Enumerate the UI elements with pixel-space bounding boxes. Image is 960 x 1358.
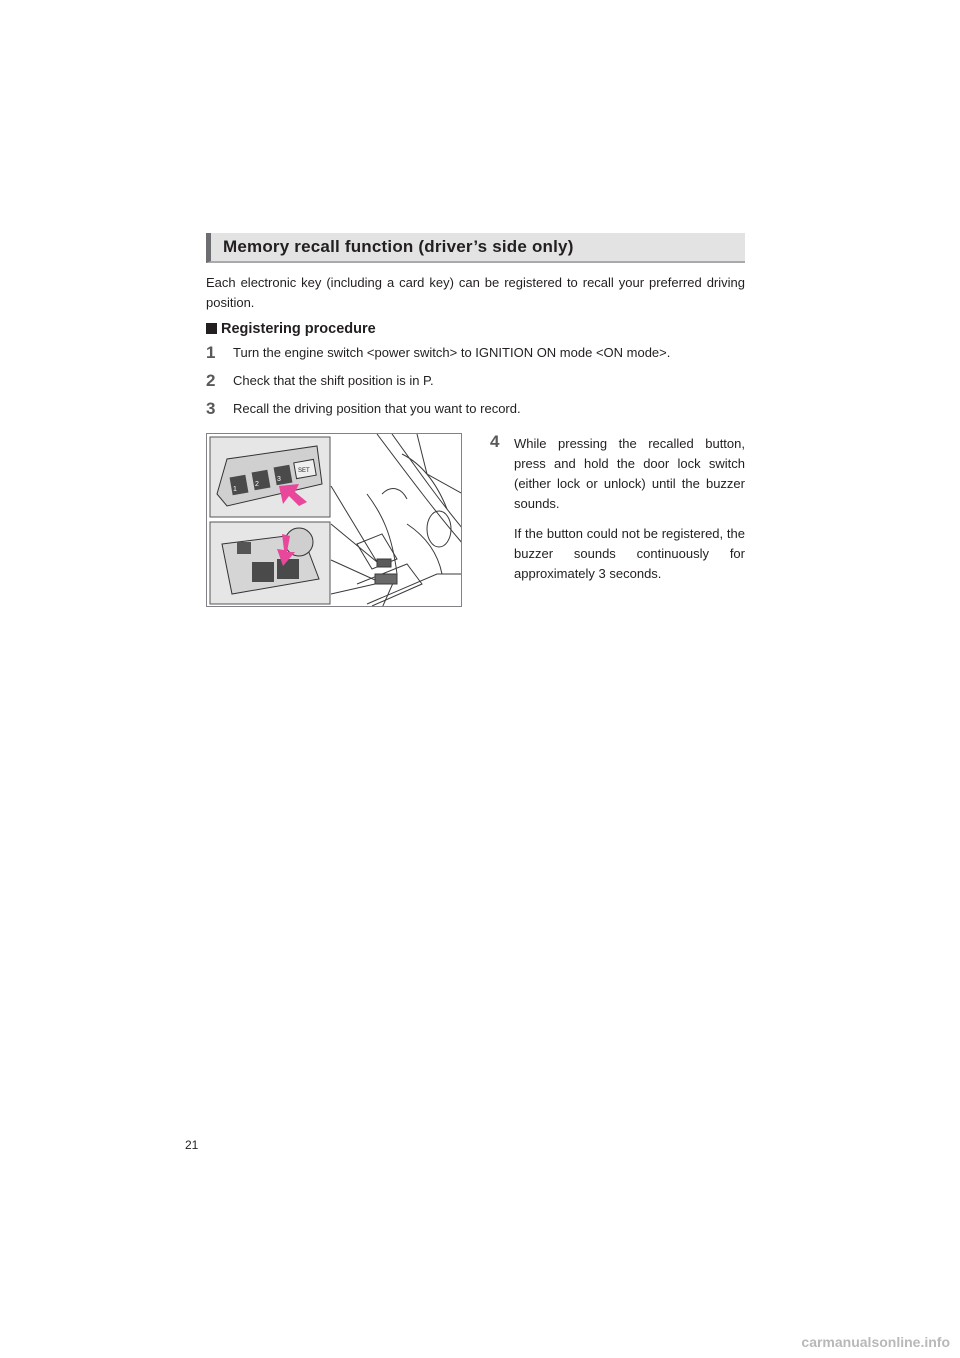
door-switch-illustration	[206, 433, 462, 607]
section-title: Memory recall function (driver’s side only)	[223, 237, 574, 256]
interior-sketch	[357, 434, 462, 607]
step-2	[206, 371, 434, 391]
intro-paragraph: Each electronic key (including a card key) can be registered to recall your preferred driving position.	[206, 275, 745, 310]
step-number: 3	[206, 399, 216, 418]
procedure-heading-label: Registering procedure	[221, 321, 376, 337]
door-lock-inset	[210, 522, 330, 604]
step-text: Check that the shift position is in P.	[233, 373, 434, 388]
step-number: 4	[490, 432, 500, 451]
procedure-heading	[206, 321, 376, 337]
step-text: Recall the driving position that you want to record.	[233, 401, 521, 416]
watermark: carmanualsonline.info	[801, 1334, 950, 1350]
step-1	[206, 343, 670, 363]
door-panel-drawing	[207, 434, 462, 607]
section-header	[206, 233, 745, 263]
memory-buttons-inset	[210, 437, 330, 517]
leader-lines	[331, 486, 377, 594]
step-note: If the button could not be registered, the buzzer sounds continuously for approximately 3 seconds.	[514, 526, 745, 581]
svg-text:2: 2	[255, 481, 259, 488]
step-number: 2	[206, 371, 216, 390]
page-number: 21	[185, 1138, 199, 1152]
svg-text:SET: SET	[298, 468, 310, 474]
svg-text:1: 1	[233, 486, 237, 493]
svg-text:3: 3	[277, 476, 281, 483]
step-text: While pressing the recalled button, press and hold the door lock switch (either lock or unlock) until the buzzer sounds.	[514, 436, 745, 511]
step-text: Turn the engine switch <power switch> to IGNITION ON mode <ON mode>.	[233, 345, 671, 360]
step-number: 1	[206, 343, 216, 362]
step-3	[206, 399, 521, 419]
square-bullet-icon	[206, 323, 217, 334]
step-4	[490, 434, 745, 584]
